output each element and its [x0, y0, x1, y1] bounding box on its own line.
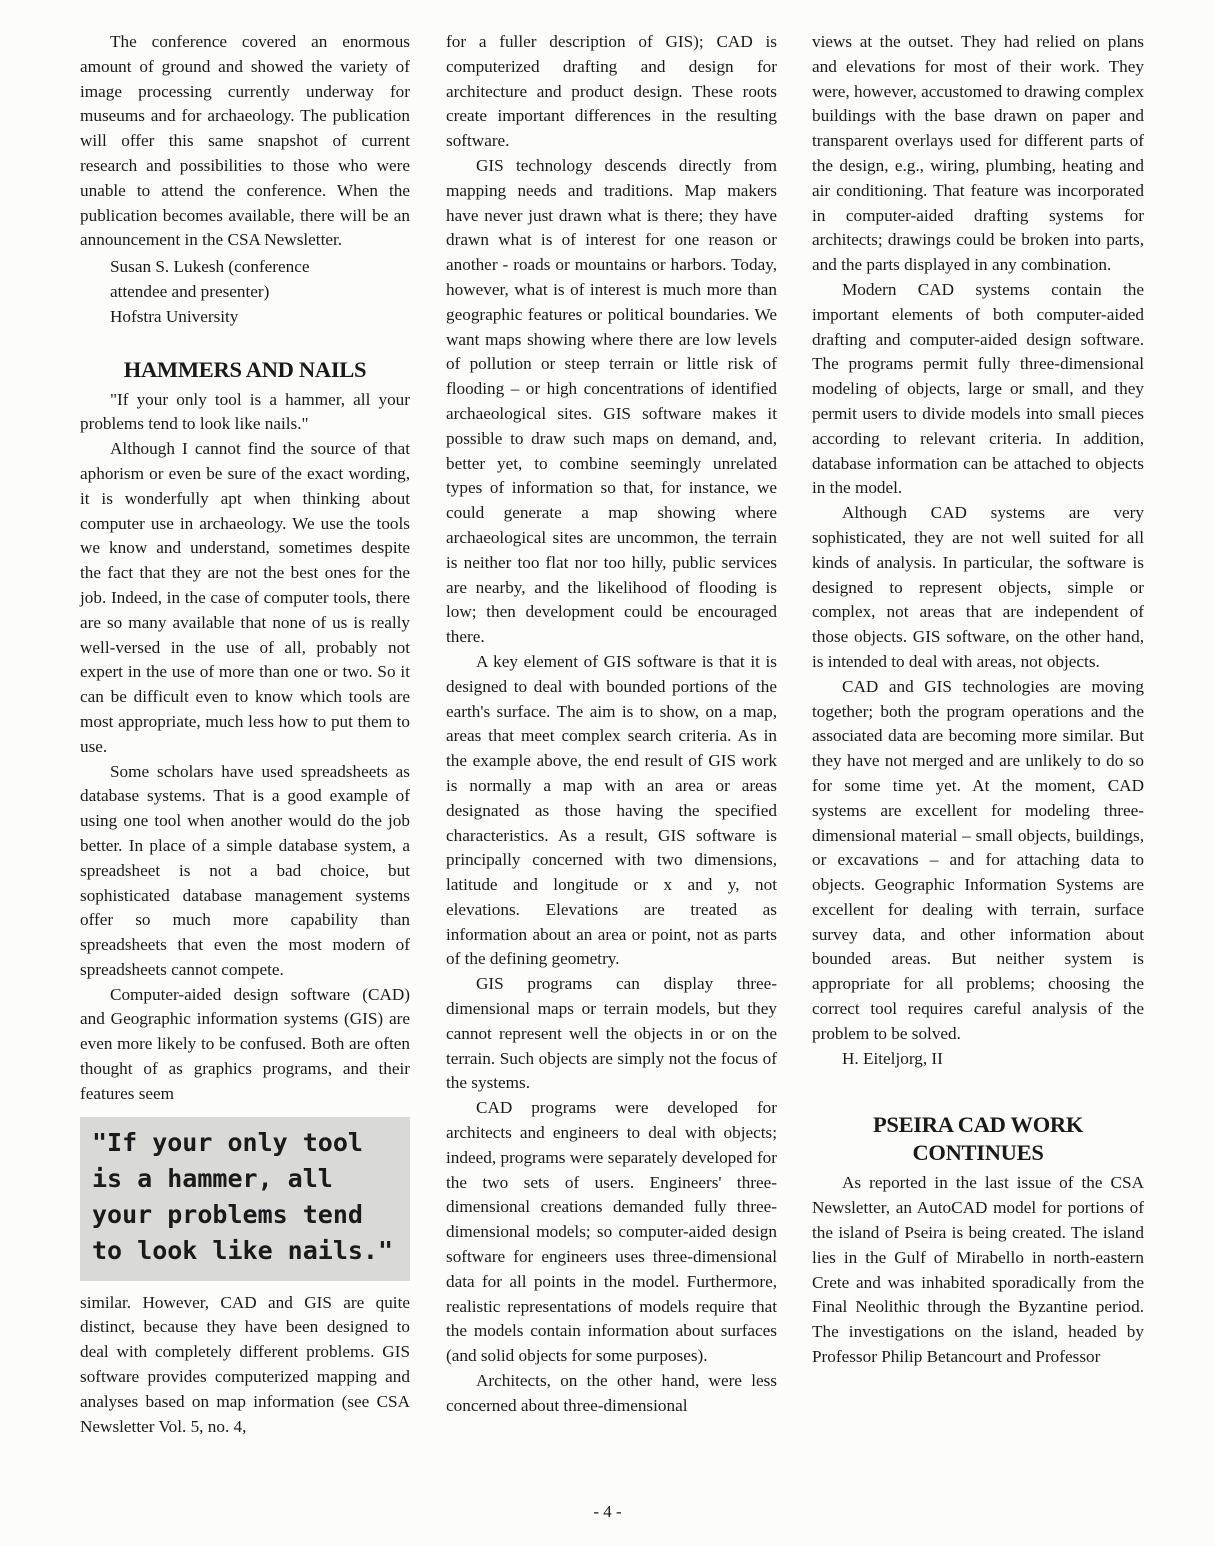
paragraph: GIS programs can display three-dimensional maps or terrain models, but they cannot represent well the objects in or on the terrain. Such objects are simply not the focus of the systems.: [446, 974, 777, 1093]
paragraph: GIS technology descends directly from mapping needs and traditions. Map makers have never just drawn what is there; they have drawn what is of interest for one reason or another - roads or mountains or harbors. Today, however, what is of interest is much more than geographic features or political boundaries. We want maps showing where there are low levels of pollution or steep terrain or little risk of flooding – or high concentrations of identified archaeological sites. GIS software makes it possible to draw such maps on demand, and, better yet, to combine seemingly unrelated types of information so that, for instance, we could generate a map showing where archaeological sites are uncommon, the terrain is neither too flat nor too hilly, public services are nearby, and the likelihood of flooding is low; then development could be encouraged there.: [446, 155, 777, 647]
pull-quote: "If your only tool is a hammer, all your problems tend to look like nails.": [80, 1117, 410, 1281]
signature-line: Susan S. Lukesh (conference: [110, 257, 310, 277]
article-heading: [812, 1111, 1144, 1167]
signature-line: Hofstra University: [110, 306, 239, 326]
paragraph: Modern CAD systems contain the important elements of both computer-aided drafting and computer-aided design software. The programs permit fully three-dimensional modeling of objects, large or small, and they permit users to divide models into small pieces according to relevant criteria. In addition, database information can be attached to objects in the model.: [812, 279, 1144, 498]
paragraph: Some scholars have used spreadsheets as database systems. That is a good example of using one tool when another would do the job better. In place of a simple database system, a spreadsheet is not a bad choice, but sophisticated database management systems offer so much more capability than spreadsheets that even the most modern of spreadsheets cannot compete.: [80, 761, 410, 979]
article-heading: HAMMERS AND NAILS: [123, 356, 367, 382]
paragraph: views at the outset. They had relied on plans and elevations for most of their work. They were, however, accustomed to drawing complex buildings with the base drawn on paper and transparent overlays used for different parts of the design, e.g., wiring, plumbing, heating and air conditioning. That feature was incorporated in computer-aided drafting systems for architects; drawings could be broken into parts, and the parts displayed in any combination.: [812, 32, 1144, 275]
paragraph: CAD and GIS technologies are moving together; both the program operations and the associated data are becoming more similar. But they have not merged and are unlikely to do so for some time yet. At the moment, CAD systems are excellent for modeling three-dimensional material – small objects, buildings, or excavations – and for attaching data to objects. Geographic Information Systems are excellent for dealing with terrain, surface survey data, and other information about bounded areas. But neither system is appropriate for all problems; choosing the correct tool requires careful analysis of the problem to be solved.: [812, 676, 1144, 1043]
paragraph: similar. However, CAD and GIS are quite distinct, because they have been designed to deal with completely different problems. GIS software provides computerized mapping and analyses based on map information (see CSA Newsletter Vol. 5, no. 4,: [80, 1292, 410, 1436]
column-3: [812, 30, 1144, 1370]
paragraph: for a fuller description of GIS); CAD is computerized drafting and design for architecture and product design. These roots create important differences in the resulting software.: [446, 32, 777, 151]
heading-line: CONTINUES: [912, 1140, 1044, 1166]
signature-line: attendee and presenter): [110, 281, 270, 301]
paragraph: Computer-aided design software (CAD) and Geographic information systems (GIS) are even more likely to be confused. Both are often thought of as graphics programs, and their features seem: [80, 984, 410, 1103]
paragraph: Although CAD systems are very sophisticated, they are not well suited for all kinds of analysis. In particular, the software is designed to represent objects, simple or complex, not areas that are independent of those objects. GIS software, on the other hand, is intended to deal with areas, not objects.: [812, 503, 1144, 671]
paragraph: "If your only tool is a hammer, all your problems tend to look like nails.": [80, 389, 410, 434]
heading-line: PSEIRA CAD WORK: [872, 1112, 1084, 1138]
paragraph: Although I cannot find the source of that aphorism or even be sure of the exact wording, it is wonderfully apt when thinking about computer use in archaeology. We use the tools we know and understand, sometimes despite the fact that they are not the best ones for the job. Indeed, in the case of computer tools, there are so many available that none of us is really well-versed in the use of all, probably not expert in the use of more than one or two. So it can be difficult even to know which tools are most appropriate, much less how to put them to use.: [80, 439, 410, 756]
paragraph: A key element of GIS software is that it is designed to deal with bounded portions of the earth's surface. The aim is to show, on a map, areas that meet complex search criteria. As in the example above, the end result of GIS work is normally a map with an area or areas designated as those having the specified characteristics. As a result, GIS software is principally concerned with two dimensions, latitude and longitude or x and y, not elevations. Elevations are treated as information about an area or point, not as parts of the defining geometry.: [446, 651, 777, 969]
paragraph: The conference covered an enormous amount of ground and showed the variety of image processing currently underway for museums and for archaeology. The publication will offer this same snapshot of current research and possibilities to those who were unable to attend the conference. When the publication becomes available, there will be an announcement in the CSA Newsletter.: [80, 32, 410, 250]
signature: H. Eiteljorg, II: [842, 1048, 943, 1068]
paragraph: As reported in the last issue of the CSA Newsletter, an AutoCAD model for portions of the island of Pseira is being created. The island lies in the Gulf of Mirabello in north-eastern Crete and was inhabited sporadically from the Final Neolithic through the Byzantine period. The investigations on the island, headed by Professor Philip Betancourt and Professor: [812, 1173, 1144, 1367]
column-1: [80, 30, 410, 1439]
column-2: [446, 30, 777, 1419]
page-number: - 4 -: [593, 1502, 622, 1521]
paragraph: Architects, on the other hand, were less concerned about three-dimensional: [446, 1371, 777, 1415]
signature-block: [80, 255, 410, 329]
paragraph: CAD programs were developed for architects and engineers to deal with objects; indeed, programs were separately developed for the two sets of users. Engineers' three-dimensional creations demanded fully three-dimensional models; so computer-aided design software for engineers uses three-dimensional data for all points in the model. Furthermore, realistic representations of models require that the models contain information about surfaces (and solid objects for some purposes).: [446, 1098, 777, 1366]
